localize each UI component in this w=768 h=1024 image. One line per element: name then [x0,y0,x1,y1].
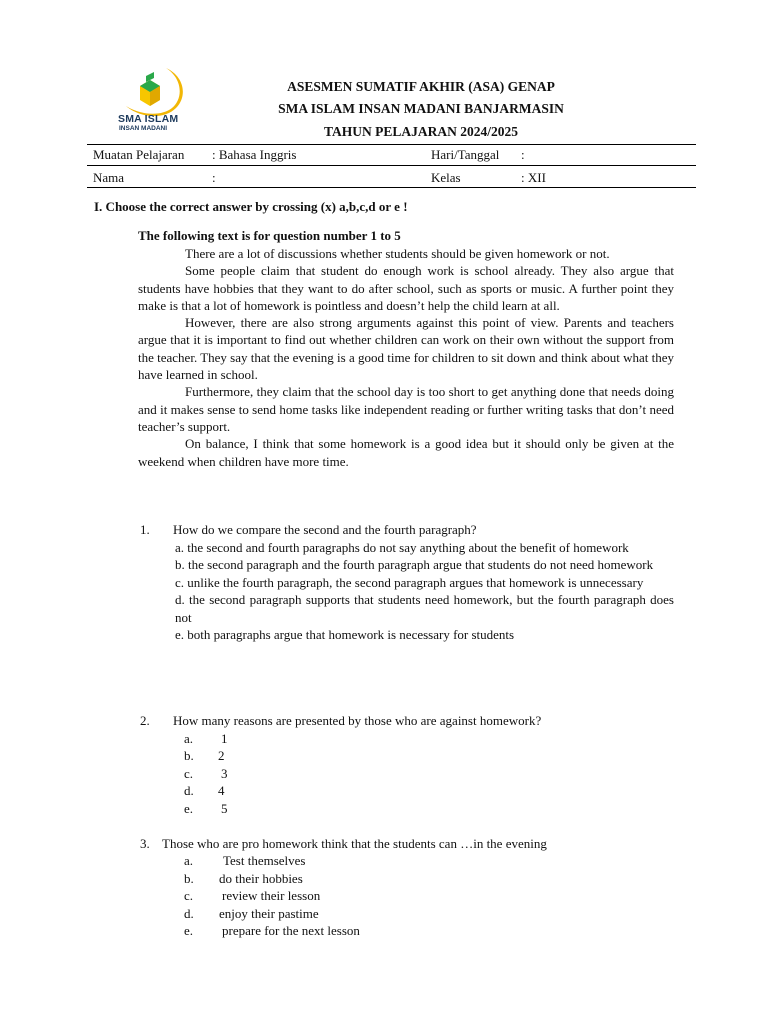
name-label: Nama [93,170,125,185]
section-instruction: I. Choose the correct answer by crossing (x) a,b,c,d or e ! [94,199,408,214]
question-1-option-a[interactable]: a. the second and fourth paragraphs do not say anything about the benefit of homework [175,540,629,555]
question-1-option-d[interactable]: d. the second paragraph supports that students need homework, but the fourth paragraph does not [175,592,674,625]
question-3-number: 3. [140,836,150,851]
question-2-option-a-letter: a. [184,731,194,746]
question-3-text: Those who are pro homework think that the students can …in the evening [162,836,547,851]
question-3-option-b-letter: b. [184,871,194,886]
question-2-option-b[interactable]: 2 [218,748,225,763]
subject-value: : Bahasa Inggris [212,147,297,162]
school-name: SMA ISLAM INSAN MADANI BANJARMASIN [278,101,564,116]
subject-label: Muatan Pelajaran [93,147,185,162]
question-3-option-b[interactable]: do their hobbies [219,871,303,886]
passage-paragraph: Furthermore, they claim that the school day is too short to get anything done that needs doing and it makes sense to send home tasks like independent reading or further writing tasks that don’t need teacher’s support. [138,384,674,434]
question-2-number: 2. [140,713,150,728]
question-3-option-c-letter: c. [184,888,194,903]
question-1-option-b[interactable]: b. the second paragraph and the fourth paragraph argue that students do not need homework [175,557,654,573]
question-2-option-a[interactable]: 1 [221,731,228,746]
header-divider-bottom [87,187,696,188]
reading-passage [138,245,674,470]
passage-paragraph: However, there are also strong arguments against this point of view. Parents and teachers argue that it is important to find out whether children can work on their own without the support from the teacher. They say that the evening is a good time for children to sit down and think about what they have learned in school. [138,315,674,383]
logo-text-sub: INSAN MADANI [119,125,168,132]
question-1-option-c[interactable]: c. unlike the fourth paragraph, the second paragraph argues that homework is unnecessary [175,574,644,590]
question-1-options [175,539,674,643]
class-value: : XII [521,170,546,185]
question-3-option-c[interactable]: review their lesson [222,888,321,903]
info-divider [87,165,696,166]
question-3-option-a[interactable]: Test themselves [223,853,306,868]
question-2-option-e-letter: e. [184,801,194,816]
question-2-option-d-letter: d. [184,783,194,798]
question-2-option-d[interactable]: 4 [218,783,225,798]
question-3-option-e-letter: e. [184,923,194,938]
question-3-option-e[interactable]: prepare for the next lesson [222,923,360,938]
question-2-option-c-letter: c. [184,766,194,781]
question-1-option-e[interactable]: e. both paragraphs argue that homework is necessary for students [175,627,515,643]
header-divider-top [87,144,696,145]
passage-paragraph: On balance, I think that some homework is a good idea but it should only be given at the weekend when children have more time. [138,436,674,469]
question-2-text: How many reasons are presented by those who are against homework? [173,713,542,728]
class-label: Kelas [431,170,461,185]
academic-year: TAHUN PELAJARAN 2024/2025 [323,124,518,139]
exam-title: ASESMEN SUMATIF AKHIR (ASA) GENAP [287,79,555,94]
question-1-text: How do we compare the second and the fourth paragraph? [173,522,477,537]
question-3-option-d-letter: d. [184,906,194,921]
question-2-option-c[interactable]: 3 [221,766,228,781]
question-3-option-d[interactable]: enjoy their pastime [219,906,319,921]
question-2-option-b-letter: b. [184,748,194,763]
question-2-option-e[interactable]: 5 [221,801,228,816]
passage-paragraph: Some people claim that student do enough work is school already. They also argue that students have hobbies that they want to do after school, such as sports or music. A further point they make is that a lot of homework is pointless and doesn’t help the child learn at all. [138,263,674,313]
question-1-number: 1. [140,522,150,537]
logo-text-main: SMA ISLAM [118,113,179,125]
question-3-option-a-letter: a. [184,853,194,868]
name-value: : [212,170,216,185]
date-value: : [521,147,525,162]
date-label: Hari/Tanggal [431,147,500,162]
passage-heading: The following text is for question number 1 to 5 [138,228,401,243]
passage-paragraph: There are a lot of discussions whether students should be given homework or not. [185,246,610,261]
